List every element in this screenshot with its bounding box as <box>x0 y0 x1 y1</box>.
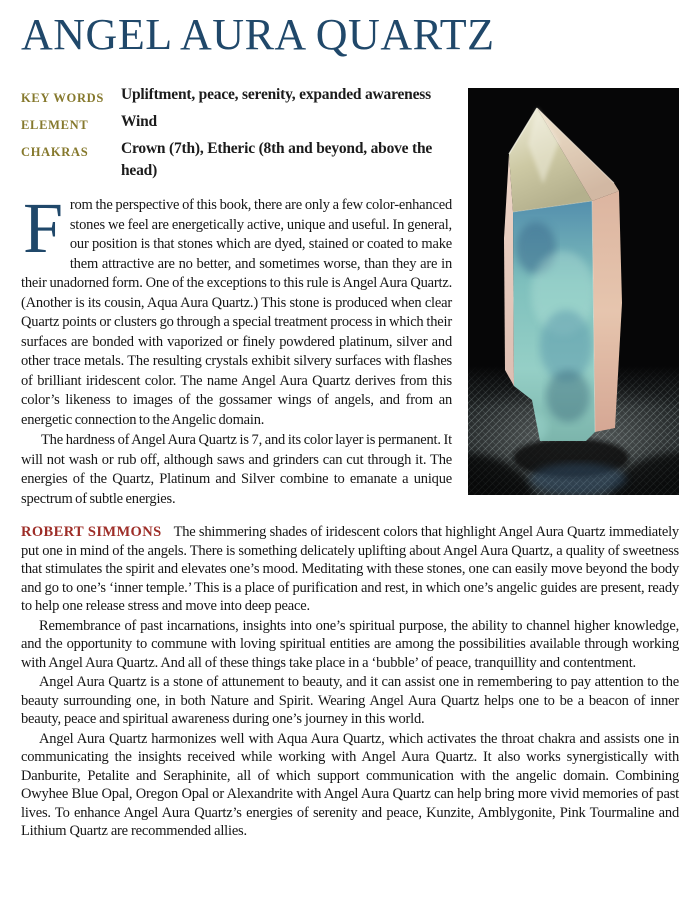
simmons-paragraph-1-text: The shimmering shades of iridescent colors that highlight Angel Aura Quartz immediately put one in mind of the angels. There is something delicately uplifting about Angel Aura Quartz, a quality of sweetness that stimulates the spirit and elevates one’s mood. Meditating with these stones, one can easily move beyond the body and go to one’s ‘inner temple.’ This is a place of purification and rest, in which one’s angelic guides are present, ready to help one release stress and move into deep peace. <box>21 524 679 614</box>
fact-row-key-words <box>21 84 452 109</box>
fact-value: Upliftment, peace, serenity, expanded awareness <box>121 86 431 103</box>
crystal-photo-illustration <box>468 88 679 495</box>
crystal-photo <box>468 88 679 495</box>
simmons-paragraph-1 <box>21 523 679 616</box>
simmons-paragraph-2: Remembrance of past incarnations, insights into one’s spiritual purpose, the ability to channel higher knowledge, and the opportunity to commune with loving spiritual entities are among the possibilities available through working with Angel Aura Quartz. And all of these things take place in a ‘bubble’ of peace, tranquillity and contentment. <box>21 617 679 671</box>
simmons-paragraph-4: Angel Aura Quartz harmonizes well with Aqua Aura Quartz, which activates the throat chakra and assists one in communicating the insights received while working with Angel Aura Quartz. It also works synergistically with Danburite, Petalite and Seraphinite, all of which support communication with the angelic domain. Combining Owyhee Blue Opal, Oregon Opal or Alexandrite with Angel Aura Quartz can help bring more vivid memories of past lives. To enhance Angel Aura Quartz’s energies of serenity and peace, Kunzite, Amblygonite, Pink Tourmaline and Lithium Quartz are recommended allies. <box>21 730 679 839</box>
author-name: ROBERT SIMMONS <box>21 524 162 540</box>
robert-simmons-section <box>21 509 679 841</box>
intro-paragraph-1-text: rom the perspective of this book, there are only a few color-enhanced stones we feel are energetically active, unique and useful. In general, our position is that stones which are dyed, stained or coated to make them attractive are no better, and sometimes worse, than they are in their unadorned form. One of the exceptions to this rule is Angel Aura Quartz. (Another is its cousin, Aqua Aura Quartz.) This stone is produced when clear Quartz points or clusters go through a special treatment process in which their surfaces are bonded with vaporized or finely powdered platinum, silver and other trace metals. The resulting crystals exhibit silvery surfaces with flashes of brilliant iridescent color. The name Angel Aura Quartz derives from this color’s likeness to images of the gossamer wings of angels, and from an energetic connection to the Angelic domain. <box>21 197 452 428</box>
fact-label: ELEMENT <box>21 118 89 132</box>
page-title: ANGEL AURA QUARTZ <box>21 10 495 59</box>
drop-cap: F <box>23 188 63 268</box>
fact-label: KEY WORDS <box>21 91 105 105</box>
simmons-paragraph-3: Angel Aura Quartz is a stone of attunement to beauty, and it can assist one in remembering to pay attention to the beauty surrounding one, in both Nature and Spirit. Wearing Angel Aura Quartz helps one to be a beacon of inner beauty, peace and spiritual awareness during one’s journey in this world. <box>21 674 679 727</box>
fact-label: CHAKRAS <box>21 145 89 159</box>
fact-row-element <box>21 111 452 136</box>
fact-row-chakras <box>21 138 452 182</box>
fact-value: Crown (7th), Etheric (8th and beyond, above the head) <box>121 140 433 179</box>
fact-value: Wind <box>121 113 157 130</box>
intro-paragraph-2: The hardness of Angel Aura Quartz is 7, and its color layer is permanent. It will not wash or rub off, although saws and grinders can cut through it. The energies of the Quartz, Platinum and Silver combine to emanate a unique spectrum of subtle energies. <box>21 432 452 507</box>
